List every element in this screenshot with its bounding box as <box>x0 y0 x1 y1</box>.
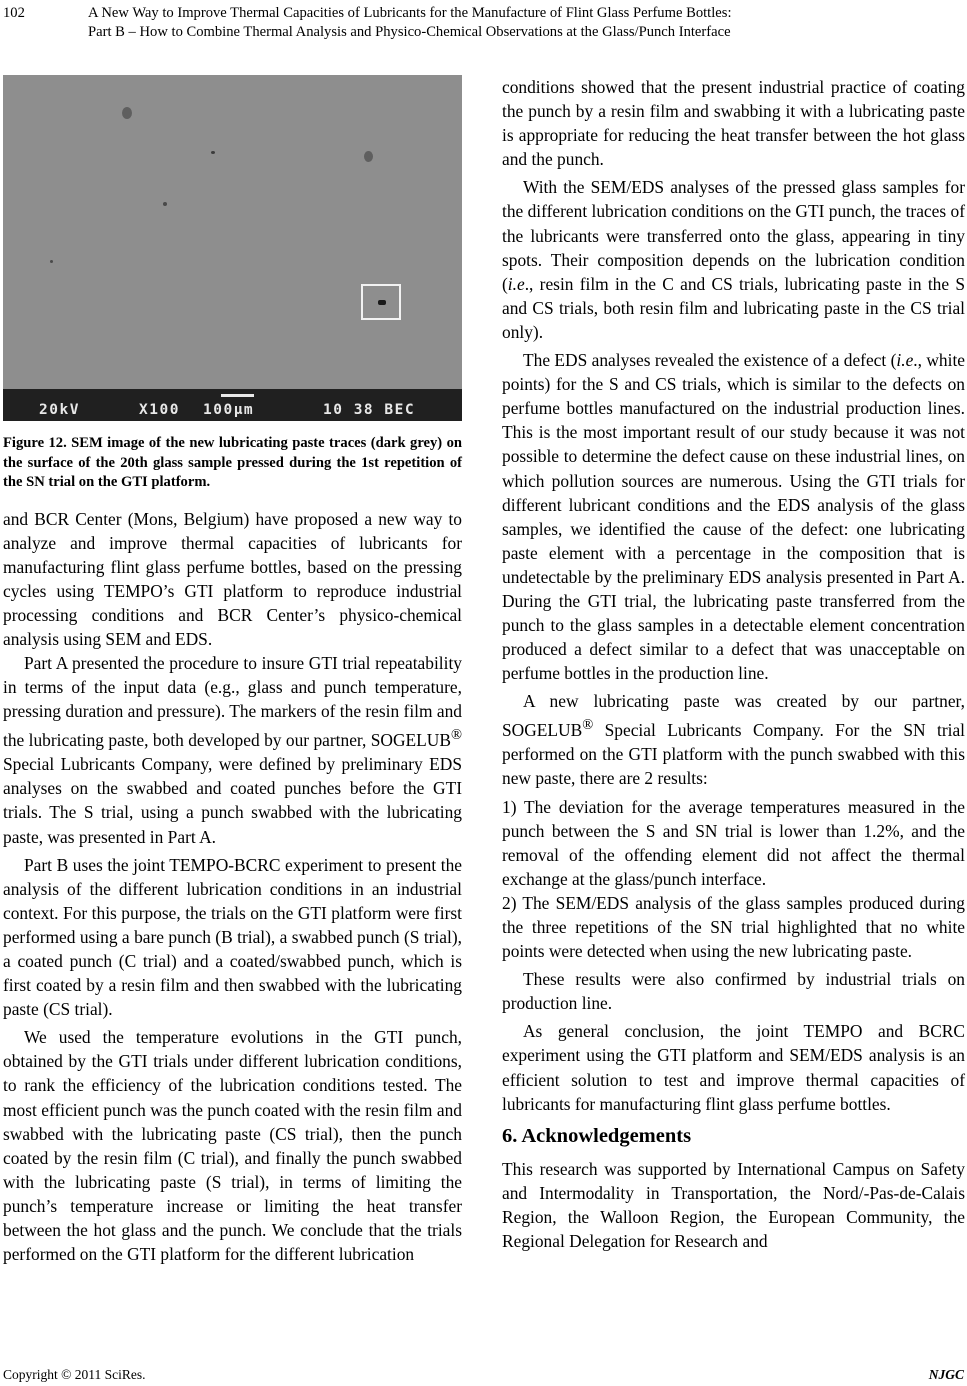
sem-particle <box>50 260 53 263</box>
paragraph: This research was supported by International Campus on Safety and Intermodality in Transportation, the Nord/-Pas-de-Calais Region, the Walloon Region, the European Community, the Regional Delegation for Research and <box>502 1158 965 1252</box>
paragraph: Part B uses the joint TEMPO-BCRC experiment to present the analysis of the different lubrication conditions in an industrial context. For this purpose, the trials on the GTI platform were first performed using a bare punch (B trial), a swabbed punch (S trial), a coated punch (C trial) and a coated/swabbed punch, which is first coated by a resin film and then swabbed with the lubricating paste (CS trial). <box>3 854 462 1020</box>
paragraph: A new lubricating paste was created by our partner, SOGELUB® Special Lubricants Company. For the SN trial performed on the GTI platform with the punch swabbed with this new paste, there are 2 results: <box>502 691 965 789</box>
sem-info-bar <box>3 389 462 421</box>
sem-scale-label: 100μm <box>203 402 255 418</box>
list-item: 2) The SEM/EDS analysis of the glass samples produced during the three repetitions of the SN trial highlighted that no white points were detected when using the new lubricating paste. <box>502 892 965 962</box>
page-number: 102 <box>3 5 25 21</box>
paragraph: conditions showed that the present industrial practice of coating the punch by a resin film and swabbing it with a lubricating paste is appropriate for reducing the heat transfer between the hot glass and the punch. <box>502 77 965 170</box>
running-title-line-1: A New Way to Improve Thermal Capacities of Lubricants for the Manufacture of Flint Glass Perfume Bottles: <box>88 5 732 21</box>
figure-caption: Figure 12. SEM image of the new lubricating paste traces (dark grey) on the surface of the 20th glass sample pressed during the 1st repetition of the SN trial on the GTI platform. <box>3 435 462 490</box>
left-column <box>3 75 462 1270</box>
right-column <box>502 75 965 1253</box>
copyright-notice: Copyright © 2011 SciRes. <box>3 1367 146 1382</box>
sem-particle <box>122 107 132 119</box>
running-head <box>0 4 967 44</box>
sem-voltage: 20kV <box>39 402 80 418</box>
paragraph: These results were also confirmed by industrial trials on production line. <box>502 969 965 1014</box>
sem-trace-spot <box>378 300 386 305</box>
paragraph: As general conclusion, the joint TEMPO and BCRC experiment using the GTI platform and SEM/EDS analysis is an efficient solution to test and improve thermal capacities of lubricants for manufacturing flint glass perfume bottles. <box>502 1021 965 1114</box>
sem-image-figure <box>3 75 462 421</box>
paragraph: Part A presented the procedure to insure GTI trial repeatability in terms of the input data (e.g., glass and punch temperature, pressing duration and pressure). The markers of the resin film and the lubricating paste, both developed by our partner, SOGELUB® Special Lubricants Company, were defined by preliminary EDS analyses on the swabbed and coated punches before the GTI trials. The S trial, using a punch swabbed with the lubricating paste, was presented in Part A. <box>3 653 462 847</box>
sem-magnification: X100 <box>139 402 180 418</box>
sem-highlight-box <box>361 284 401 320</box>
paragraph: The EDS analyses revealed the existence of a defect (i.e., white points) for the S and CS trials, which is similar to the defects on perfume bottles manufactured on the industrial production lines. This is the most important result of our study because it was not possible to determine the defect cause on these industrial lines, on which pollution sources are numerous. Using the GTI trials for different lubricant conditions and the EDS analysis of the glass samples, we identified the cause of the defect: one lubricating paste element with a percentage in the composition that is undetectable by the preliminary EDS analysis presented in Part A. During the GTI trial, the lubricating paste transferred from the punch to the glass samples in a detectable element concentration produced a defect similar to a defect that was unacceptable on perfume bottles in the production line. <box>502 350 965 684</box>
page-footer <box>3 1367 964 1385</box>
sem-particle <box>364 151 373 162</box>
sem-code: 10 38 BEC <box>323 402 416 418</box>
sem-particle <box>163 202 167 206</box>
sem-particle <box>211 151 215 154</box>
journal-abbreviation: NJGC <box>928 1367 964 1382</box>
paragraph: We used the temperature evolutions in the GTI punch, obtained by the GTI trials under different lubrication conditions, to rank the efficiency of the lubrication conditions tested. The most efficient punch was the punch coated with the resin film and swabbed with the lubricating paste (CS trial), then the punch coated by the resin film (C trial), and finally the punch swabbed with the lubricating paste (S trial), in terms of limiting the punch’s temperature increase or limiting the heat transfer between the hot glass and the punch. We conclude that the trials performed on the GTI platform for the different lubrication <box>3 1027 462 1265</box>
paragraph: and BCR Center (Mons, Belgium) have proposed a new way to analyze and improve thermal capacities of lubricants for manufacturing flint glass perfume bottles, based on the pressing cycles using TEMPO’s GTI platform to reproduce industrial processing conditions and BCR Center’s physico-chemical analysis using SEM and EDS. <box>3 508 462 649</box>
list-item: 1) The deviation for the average temperatures measured in the punch between the S and SN trial is lower than 1.2%, and the removal of the offending element did not affect the thermal exchange at the glass/punch interface. <box>502 796 965 889</box>
running-title-line-2: Part B – How to Combine Thermal Analysis and Physico-Chemical Observations at the Glass/Punch Interface <box>88 24 731 40</box>
sem-scale-bar <box>221 394 254 397</box>
section-heading: 6. Acknowledgements <box>502 1124 692 1147</box>
paragraph: With the SEM/EDS analyses of the pressed glass samples for the different lubrication conditions on the GTI punch, the traces of the lubricants were transferred onto the glass, appearing in tiny spots. Their composition depends on the lubrication condition (i.e., resin film in the C and CS trials, lubricating paste in the S and CS trials, both resin film and lubricating paste in the CS trial only). <box>502 177 965 342</box>
